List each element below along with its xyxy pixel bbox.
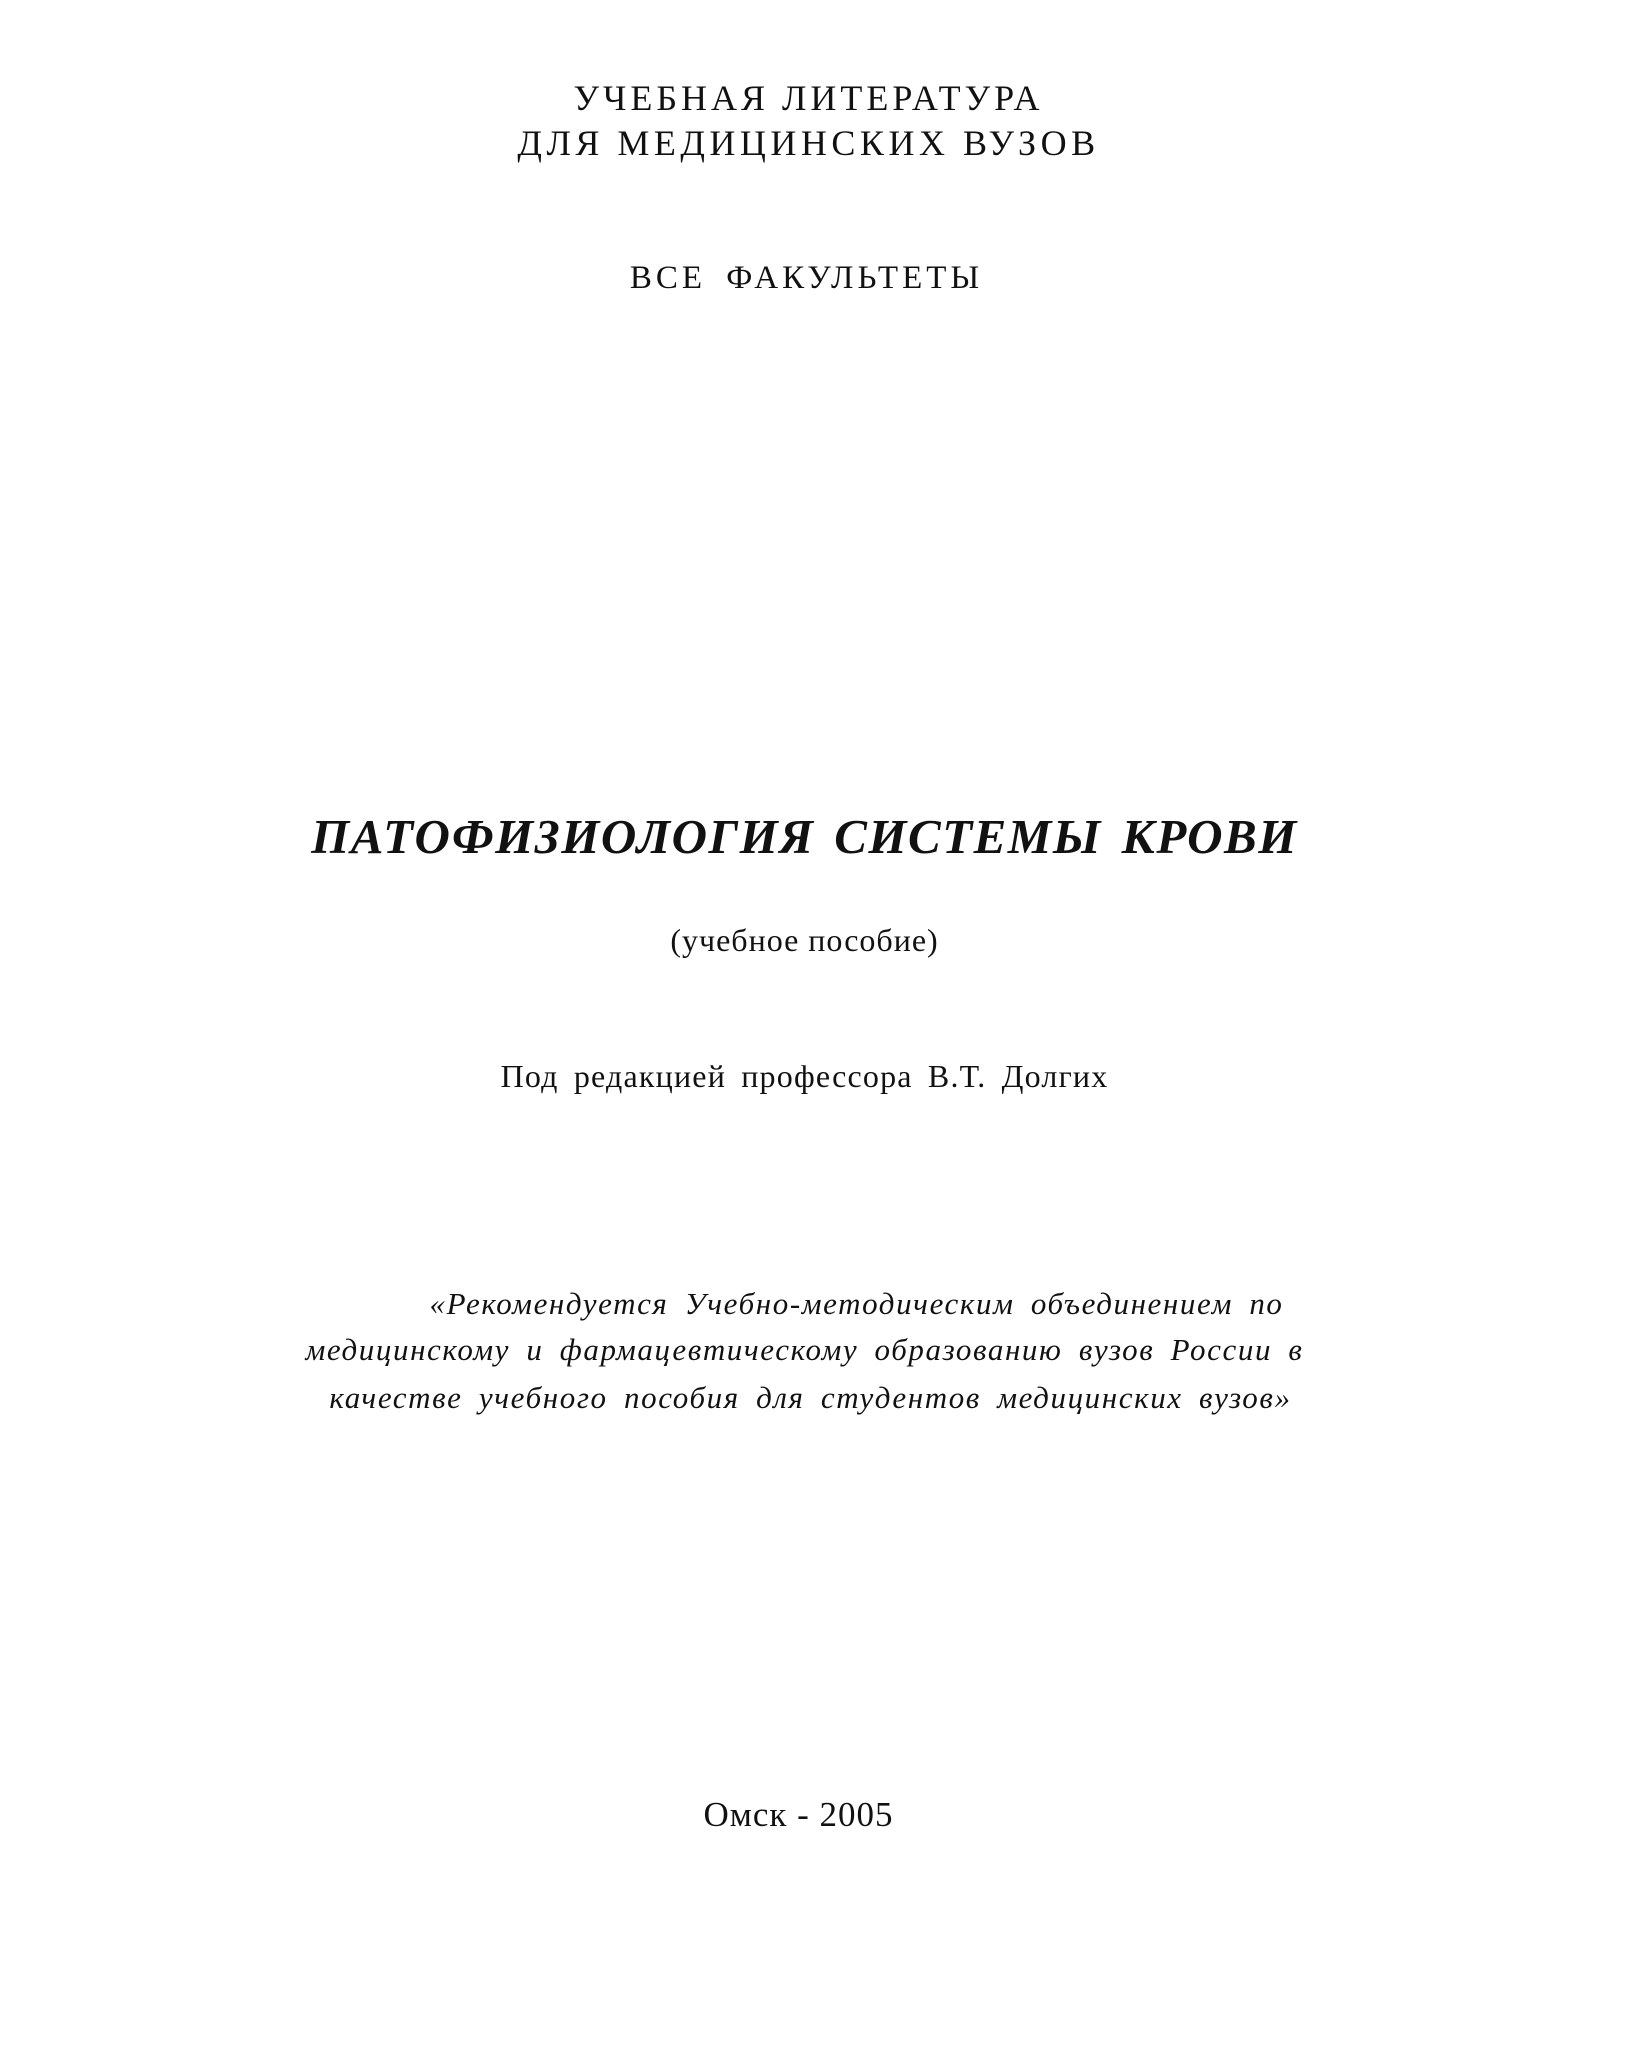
recommendation-line-3: качестве учебного пособия для студентов медицинских вузов» (329, 1380, 1292, 1415)
editor-credit: Под редакцией профессора В.Т. Долгих (500, 1058, 1109, 1094)
recommendation-line-2: медицинскому и фармацевтическому образованию вузов России в (305, 1332, 1304, 1367)
series-label-line-2: ДЛЯ МЕДИЦИНСКИХ ВУЗОВ (517, 123, 1100, 163)
book-title: ПАТОФИЗИОЛОГИЯ СИСТЕМЫ КРОВИ (311, 809, 1298, 864)
recommendation-line-1: «Рекомендуется Учебно-методическим объединением по (429, 1286, 1284, 1321)
book-subtitle: (учебное пособие) (670, 922, 939, 958)
series-label-line-1: УЧЕБНАЯ ЛИТЕРАТУРА (573, 78, 1044, 118)
faculties-label: ВСЕ ФАКУЛЬТЕТЫ (629, 260, 984, 296)
publication-place-year: Омск - 2005 (703, 1795, 894, 1834)
